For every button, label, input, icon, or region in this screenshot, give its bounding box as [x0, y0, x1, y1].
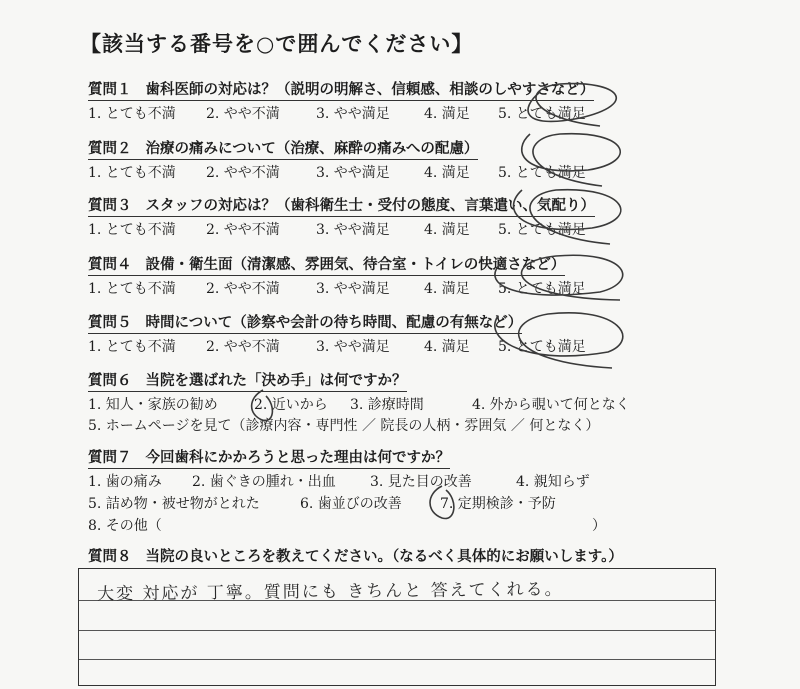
option-4[interactable]: 4. 外から覗いて何となく — [472, 397, 630, 413]
option-5[interactable]: 5. 詰め物・被せ物がとれた — [88, 496, 260, 512]
answer-line — [79, 630, 715, 631]
option-6[interactable]: 6. 歯並びの改善 — [300, 496, 402, 512]
rating-options — [88, 278, 688, 298]
question-text: 当院を選ばれた「決め手」は何ですか？ — [145, 373, 407, 389]
option-3[interactable]: 3. やや満足 — [316, 339, 390, 355]
answer-line — [79, 659, 715, 660]
question-heading — [88, 137, 478, 160]
option-2[interactable]: 2. やや不満 — [206, 339, 280, 355]
question-heading — [88, 194, 595, 217]
question-heading — [88, 369, 407, 392]
option-2[interactable]: 2. 近いから — [254, 397, 328, 413]
option-4[interactable]: 4. 満足 — [424, 281, 470, 297]
question-number: 質問８ — [88, 549, 132, 565]
choice-options-line-1 — [88, 471, 688, 491]
rating-options — [88, 336, 688, 356]
option-1[interactable]: 1. とても不満 — [88, 106, 176, 122]
question-heading — [88, 446, 450, 469]
question-number: 質問１ — [88, 82, 132, 98]
option-5[interactable]: 5. とても満足 — [498, 339, 586, 355]
option-2[interactable]: 2. やや不満 — [206, 222, 280, 238]
handwritten-answer: 大変 対応が 丁寧。質問にも きちんと 答えてくれる。 — [96, 579, 564, 605]
question-1 — [88, 78, 688, 123]
option-2[interactable]: 2. 歯ぐきの腫れ・出血 — [192, 474, 336, 490]
option-3[interactable]: 3. やや満足 — [316, 165, 390, 181]
free-answer-box[interactable] — [78, 568, 716, 686]
question-text: 設備・衛生面（清潔感、雰囲気、待合室・トイレの快適さなど） — [145, 257, 566, 273]
question-heading — [88, 545, 623, 567]
option-5[interactable]: 5. とても満足 — [498, 106, 586, 122]
question-number: 質問６ — [88, 373, 132, 389]
question-text: 時間について（診察や会計の待ち時間、配慮の有無など） — [145, 315, 523, 331]
option-2[interactable]: 2. やや不満 — [206, 165, 280, 181]
option-8-other[interactable]: 8. その他（ — [88, 518, 162, 534]
question-text: 今回歯科にかかろうと思った理由は何ですか？ — [145, 450, 450, 466]
option-2[interactable]: 2. やや不満 — [206, 106, 280, 122]
rating-options — [88, 162, 688, 182]
question-text: 当院の良いところを教えてください。（なるべく具体的にお願いします。） — [145, 549, 623, 565]
option-5[interactable]: 5. とても満足 — [498, 165, 586, 181]
option-1[interactable]: 1. とても不満 — [88, 222, 176, 238]
question-heading — [88, 311, 522, 334]
choice-options-line-2 — [88, 493, 688, 513]
question-number: 質問７ — [88, 450, 132, 466]
question-6 — [88, 369, 688, 436]
other-close-paren: ） — [592, 518, 606, 534]
option-4[interactable]: 4. 満足 — [424, 339, 470, 355]
question-5 — [88, 311, 688, 356]
question-text: 治療の痛みについて（治療、麻酔の痛みへの配慮） — [145, 141, 479, 157]
option-2[interactable]: 2. やや不満 — [206, 281, 280, 297]
option-4[interactable]: 4. 満足 — [424, 106, 470, 122]
choice-options-line-1 — [88, 394, 688, 414]
question-text: 歯科医師の対応は？（説明の明解さ、信頼感、相談のしやすさなど） — [145, 82, 595, 98]
question-3 — [88, 194, 688, 239]
question-4 — [88, 253, 688, 298]
rating-options — [88, 103, 688, 123]
rating-options — [88, 219, 688, 239]
choice-options-line-3 — [88, 515, 688, 535]
question-number: 質問２ — [88, 141, 132, 157]
option-3[interactable]: 3. 見た目の改善 — [370, 474, 472, 490]
page-title: 【該当する番号を○で囲んでください】 — [80, 32, 474, 56]
question-number: 質問５ — [88, 315, 132, 331]
option-3[interactable]: 3. 診療時間 — [350, 397, 424, 413]
option-1[interactable]: 1. 歯の痛み — [88, 474, 162, 490]
option-1[interactable]: 1. 知人・家族の勧め — [88, 397, 218, 413]
option-5[interactable]: 5. とても満足 — [498, 222, 586, 238]
option-1[interactable]: 1. とても不満 — [88, 165, 176, 181]
option-3[interactable]: 3. やや満足 — [316, 281, 390, 297]
option-3[interactable]: 3. やや満足 — [316, 222, 390, 238]
option-4[interactable]: 4. 満足 — [424, 222, 470, 238]
question-7 — [88, 446, 688, 535]
question-number: 質問４ — [88, 257, 132, 273]
option-4[interactable]: 4. 満足 — [424, 165, 470, 181]
option-7[interactable]: 7. 定期検診・予防 — [440, 496, 556, 512]
option-3[interactable]: 3. やや満足 — [316, 106, 390, 122]
option-4[interactable]: 4. 親知らず — [516, 474, 590, 490]
question-heading — [88, 78, 594, 101]
question-2 — [88, 137, 688, 182]
option-1[interactable]: 1. とても不満 — [88, 281, 176, 297]
option-5-homepage[interactable]: 5. ホームページを見て（診療内容・専門性 ／ 院長の人柄・雰囲気 ／ 何となく） — [88, 418, 600, 434]
option-1[interactable]: 1. とても不満 — [88, 339, 176, 355]
question-heading — [88, 253, 565, 276]
question-8 — [88, 545, 728, 567]
question-text: スタッフの対応は？（歯科衛生士・受付の態度、言葉遣い、気配り） — [145, 198, 595, 214]
question-number: 質問３ — [88, 198, 132, 214]
option-5[interactable]: 5. とても満足 — [498, 281, 586, 297]
